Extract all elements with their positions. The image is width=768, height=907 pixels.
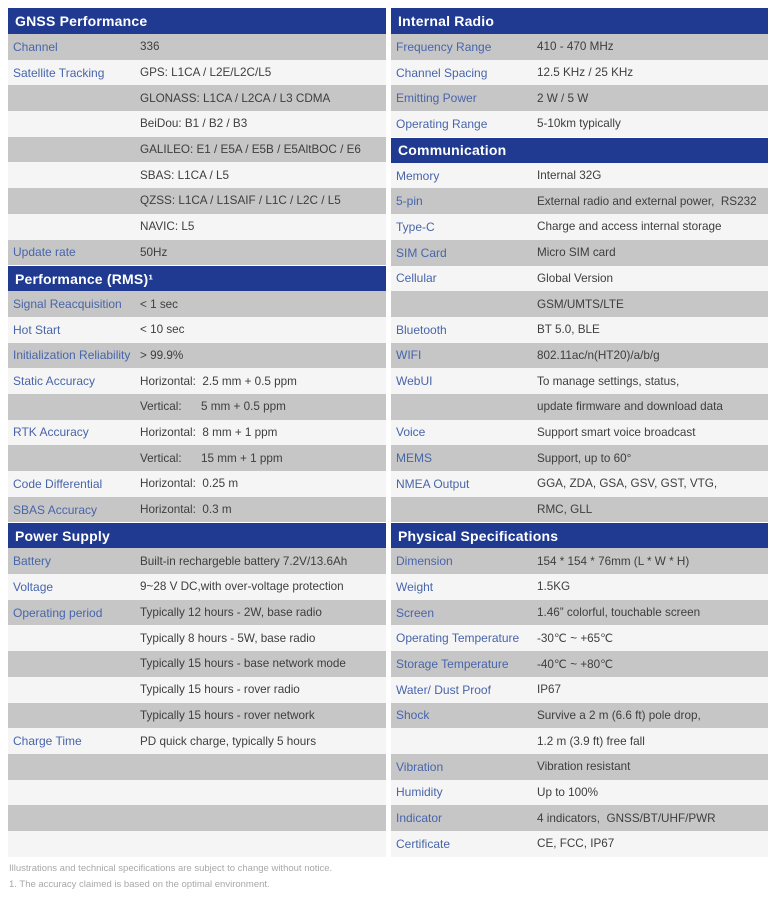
spec-row-nmea-output (391, 471, 768, 497)
spec-row-performance-rms-cont-4 (8, 394, 386, 420)
spec-row-shock (391, 703, 768, 729)
spec-row-voice (391, 420, 768, 446)
spec-label: Storage Temperature (396, 656, 509, 671)
spec-value: Support smart voice broadcast (537, 425, 696, 439)
spec-row-webui (391, 368, 768, 394)
section-header-communication (391, 137, 768, 163)
section-title: Physical Specifications (398, 527, 559, 544)
spec-value: Typically 15 hours - base network mode (140, 657, 346, 671)
spec-value: GLONASS: L1CA / L2CA / L3 CDMA (140, 91, 331, 105)
spec-row-5-pin (391, 188, 768, 214)
spec-value: Horizontal: 8 mm + 1 ppm (140, 425, 278, 439)
spec-row-gnss-performance-cont-5 (8, 162, 386, 188)
spec-value: 12.5 KHz / 25 KHz (537, 66, 634, 80)
spec-row-power-supply-cont-11 (8, 831, 386, 857)
spec-row-satellite-tracking (8, 60, 386, 86)
spec-value: 4 indicators, GNSS/BT/UHF/PWR (537, 811, 716, 825)
section-gnss-performance (8, 8, 386, 265)
spec-value: Survive a 2 m (6.6 ft) pole drop, (537, 708, 701, 722)
spec-row-voltage (8, 574, 386, 600)
spec-value: Typically 12 hours - 2W, base radio (140, 606, 322, 620)
spec-row-communication-cont-13 (391, 497, 768, 523)
spec-columns (8, 8, 768, 857)
spec-label: Humidity (396, 785, 443, 800)
spec-label: Cellular (396, 271, 437, 286)
section-title: Power Supply (15, 527, 110, 544)
spec-row-operating-temperature (391, 625, 768, 651)
section-internal-radio (391, 8, 768, 137)
section-title: Internal Radio (398, 13, 495, 29)
section-power-supply (8, 522, 386, 856)
spec-row-power-supply-cont-9 (8, 780, 386, 806)
spec-row-gnss-performance-cont-3 (8, 111, 386, 137)
section-communication (391, 137, 768, 523)
spec-value: GPS: L1CA / L2E/L2C/L5 (140, 66, 272, 80)
spec-row-wifi (391, 343, 768, 369)
spec-label: Channel Spacing (396, 65, 488, 80)
spec-row-communication-cont-5 (391, 291, 768, 317)
footnote-change-notice: Illustrations and technical specifications are subject to change without notice. (9, 863, 333, 874)
spec-row-physical-specifications-cont-7 (391, 728, 768, 754)
spec-label: Voltage (13, 579, 54, 594)
spec-value: update firmware and download data (537, 400, 723, 414)
spec-row-gnss-performance-cont-4 (8, 137, 386, 163)
spec-row-gnss-performance-cont-2 (8, 85, 386, 111)
spec-value: RMC, GLL (537, 503, 593, 517)
spec-value: BT 5.0, BLE (537, 323, 600, 337)
spec-row-water-dust-proof (391, 677, 768, 703)
spec-row-frequency-range (391, 34, 768, 60)
spec-row-power-supply-cont-8 (8, 754, 386, 780)
spec-label: 5-pin (396, 194, 423, 209)
spec-label: Code Differential (13, 476, 103, 491)
spec-row-mems (391, 445, 768, 471)
spec-label: WIFI (396, 348, 422, 363)
spec-value: IP67 (537, 683, 562, 697)
spec-row-sim-card (391, 240, 768, 266)
spec-label: Certificate (396, 836, 451, 851)
spec-value: 1.46” colorful, touchable screen (537, 606, 701, 620)
spec-label: Battery (13, 554, 52, 569)
spec-label: Hot Start (13, 322, 61, 337)
spec-label: Operating Temperature (396, 631, 520, 646)
spec-label: Water/ Dust Proof (396, 682, 491, 697)
spec-row-vibration (391, 754, 768, 780)
spec-label: Operating period (13, 605, 103, 620)
spec-value: CE, FCC, IP67 (537, 837, 615, 851)
spec-row-emitting-power (391, 85, 768, 111)
spec-value: Global Version (537, 271, 614, 285)
section-header-internal-radio (391, 8, 768, 34)
spec-label: WebUI (396, 374, 433, 389)
spec-value: Horizontal: 0.25 m (140, 477, 239, 491)
section-title: Communication (398, 142, 507, 159)
spec-row-sbas-accuracy (8, 497, 386, 523)
spec-value: 5-10km typically (537, 117, 621, 131)
spec-value: 154 * 154 * 76mm (L * W * H) (537, 554, 690, 568)
spec-row-cellular (391, 266, 768, 292)
left-spec-column (8, 8, 386, 857)
spec-row-weight (391, 574, 768, 600)
spec-row-power-supply-cont-3 (8, 625, 386, 651)
spec-value: > 99.9% (140, 348, 184, 362)
spec-row-type-c (391, 214, 768, 240)
section-title: Performance (RMS)¹ (15, 270, 154, 287)
spec-value: Typically 15 hours - rover radio (140, 683, 300, 697)
footnote-accuracy-claim: 1. The accuracy claimed is based on the optimal environment. (9, 878, 270, 890)
spec-label: Dimension (396, 554, 453, 569)
spec-label: Operating Range (396, 116, 488, 131)
spec-row-code-differential (8, 471, 386, 497)
spec-label: Static Accuracy (13, 374, 96, 389)
spec-label: Indicator (396, 811, 443, 826)
spec-row-certificate (391, 831, 768, 857)
spec-row-channel-spacing (391, 60, 768, 86)
spec-label: Screen (396, 605, 435, 620)
spec-label: Initialization Reliability (13, 348, 131, 363)
spec-label: SBAS Accuracy (13, 502, 98, 517)
spec-row-gnss-performance-cont-7 (8, 214, 386, 240)
spec-value: Typically 15 hours - rover network (140, 708, 315, 722)
spec-row-operating-period (8, 600, 386, 626)
spec-row-screen (391, 600, 768, 626)
spec-label: Type-C (396, 219, 435, 234)
spec-label: RTK Accuracy (13, 425, 89, 440)
spec-value: GSM/UMTS/LTE (537, 297, 624, 311)
spec-value: BeiDou: B1 / B2 / B3 (140, 117, 248, 131)
section-header-gnss-performance (8, 8, 386, 34)
spec-row-storage-temperature (391, 651, 768, 677)
spec-row-operating-range (391, 111, 768, 137)
section-title: GNSS Performance (15, 13, 148, 29)
spec-label: Signal Reacquisition (13, 297, 122, 312)
spec-label: Weight (396, 579, 434, 594)
spec-label: Update rate (13, 245, 76, 260)
spec-value: Up to 100% (537, 785, 599, 799)
spec-row-power-supply-cont-10 (8, 805, 386, 831)
spec-value: Vibration resistant (537, 760, 631, 774)
spec-value: 2 W / 5 W (537, 91, 589, 105)
spec-value: PD quick charge, typically 5 hours (140, 734, 317, 748)
spec-row-power-supply-cont-6 (8, 703, 386, 729)
spec-label: Voice (396, 425, 426, 440)
spec-value: Internal 32G (537, 169, 602, 183)
section-header-performance-rms (8, 265, 386, 291)
spec-row-gnss-performance-cont-6 (8, 188, 386, 214)
spec-value: Horizontal: 0.3 m (140, 503, 232, 517)
spec-value: To manage settings, status, (537, 374, 680, 388)
spec-row-humidity (391, 780, 768, 806)
spec-row-signal-reacquisition (8, 291, 386, 317)
spec-value: QZSS: L1CA / L1SAIF / L1C / L2C / L5 (140, 194, 341, 208)
spec-row-update-rate (8, 240, 386, 266)
spec-value: SBAS: L1CA / L5 (140, 168, 230, 182)
spec-row-power-supply-cont-5 (8, 677, 386, 703)
spec-row-rtk-accuracy (8, 420, 386, 446)
spec-row-indicator (391, 805, 768, 831)
spec-row-performance-rms-cont-6 (8, 445, 386, 471)
spec-row-hot-start (8, 317, 386, 343)
spec-value: 1.5KG (537, 580, 571, 594)
section-header-power-supply (8, 522, 386, 548)
right-spec-column (391, 8, 768, 857)
section-header-physical-specifications (391, 522, 768, 548)
spec-value: 802.11ac/n(HT20)/a/b/g (537, 348, 660, 362)
footnotes (9, 861, 332, 892)
spec-value: 336 (140, 40, 160, 54)
spec-label: SIM Card (396, 245, 447, 260)
spec-value: Charge and access internal storage (537, 220, 722, 234)
spec-row-memory (391, 163, 768, 189)
spec-value: GALILEO: E1 / E5A / E5B / E5AltBOC / E6 (140, 143, 361, 157)
spec-row-dimension (391, 548, 768, 574)
spec-value: 410 - 470 MHz (537, 40, 614, 54)
spec-row-initialization-reliability (8, 343, 386, 369)
spec-row-charge-time (8, 728, 386, 754)
spec-value: 1.2 m (3.9 ft) free fall (537, 734, 645, 748)
spec-value: Vertical: 15 mm + 1 ppm (140, 451, 283, 465)
spec-value: External radio and external power, RS232 (537, 194, 757, 208)
spec-label: Channel (13, 39, 58, 54)
spec-row-power-supply-cont-4 (8, 651, 386, 677)
spec-row-static-accuracy (8, 368, 386, 394)
spec-value: 9~28 V DC,with over-voltage protection (140, 580, 344, 594)
spec-value: Micro SIM card (537, 246, 616, 260)
spec-value: < 1 sec (140, 297, 179, 311)
spec-label: Shock (396, 708, 430, 723)
spec-label: NMEA Output (396, 476, 470, 491)
spec-value: -40℃ ~ +80℃ (537, 657, 614, 671)
spec-value: < 10 sec (140, 323, 185, 337)
spec-value: Vertical: 5 mm + 0.5 ppm (140, 400, 286, 414)
spec-value: NAVIC: L5 (140, 220, 195, 234)
spec-value: -30℃ ~ +65℃ (537, 632, 614, 646)
spec-label: Memory (396, 168, 440, 183)
spec-row-communication-cont-9 (391, 394, 768, 420)
spec-value: GGA, ZDA, GSA, GSV, GST, VTG, (537, 477, 718, 491)
spec-value: Built-in rechargeble battery 7.2V/13.6Ah (140, 554, 348, 568)
spec-label: Vibration (396, 759, 444, 774)
spec-value: 50Hz (140, 245, 168, 259)
spec-value: Support, up to 60° (537, 451, 632, 465)
spec-row-bluetooth (391, 317, 768, 343)
spec-label: Emitting Power (396, 91, 477, 106)
section-performance-rms (8, 265, 386, 522)
spec-value: Typically 8 hours - 5W, base radio (140, 631, 316, 645)
spec-row-channel (8, 34, 386, 60)
spec-label: Satellite Tracking (13, 65, 105, 80)
section-physical-specifications (391, 522, 768, 856)
spec-label: Charge Time (13, 734, 82, 749)
spec-value: Horizontal: 2.5 mm + 0.5 ppm (140, 374, 297, 388)
spec-row-battery (8, 548, 386, 574)
spec-label: Bluetooth (396, 322, 447, 337)
spec-label: Frequency Range (396, 39, 492, 54)
spec-label: MEMS (396, 451, 432, 466)
